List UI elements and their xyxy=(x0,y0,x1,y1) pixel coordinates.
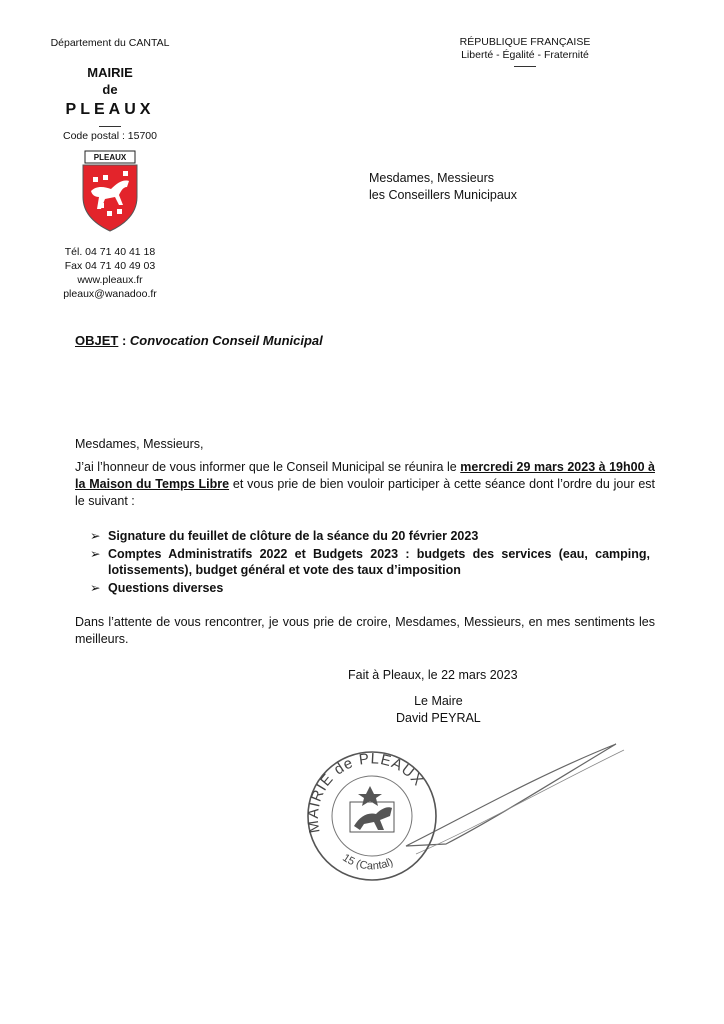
email-address: pleaux@wanadoo.fr xyxy=(63,288,157,300)
crest-banner: PLEAUX xyxy=(93,153,127,162)
place-date: Fait à Pleaux, le 22 mars 2023 xyxy=(348,668,518,682)
arrow-bullet-icon: ➢ xyxy=(90,529,101,543)
stamp-emblem-icon xyxy=(350,786,394,832)
agenda-item xyxy=(90,546,650,578)
republic-label: RÉPUBLIQUE FRANÇAISE xyxy=(459,36,591,48)
stamp-bottom-text: 15 (Cantal) xyxy=(340,851,395,873)
agenda-item xyxy=(90,528,650,544)
mairie-label: MAIRIE xyxy=(87,65,133,80)
crest-icon xyxy=(79,149,141,233)
subject-label: OBJET xyxy=(75,333,119,348)
stamp-text: MAIRIE de PLEAUX xyxy=(304,750,427,835)
arrow-bullet-icon: ➢ xyxy=(90,547,101,561)
municipal-header xyxy=(30,36,190,301)
recipient-block xyxy=(369,170,517,204)
de-label: de xyxy=(102,82,118,97)
arrow-bullet-icon: ➢ xyxy=(90,581,101,595)
signature-stroke xyxy=(406,744,616,846)
divider xyxy=(99,126,121,127)
fax-number: Fax 04 71 40 49 03 xyxy=(64,260,156,272)
contact-block xyxy=(30,245,190,301)
department-label: Département du CANTAL xyxy=(50,37,170,49)
agenda-item-text: Questions diverses xyxy=(108,581,224,595)
svg-text:15 (Cantal) xyxy=(340,852,395,873)
signer-name: David PEYRAL xyxy=(396,711,481,725)
meeting-date-location: mercredi 29 mars 2023 à 19h00 à la Maison du Temps Libre xyxy=(75,460,655,491)
agenda-item xyxy=(90,580,650,596)
agenda-list xyxy=(90,528,650,598)
official-stamp xyxy=(296,736,636,901)
postal-code: Code postal : 15700 xyxy=(63,130,157,142)
agenda-item-text: Signature du feuillet de clôture de la séance du 20 février 2023 xyxy=(108,529,479,543)
republic-header xyxy=(440,36,610,67)
republic-motto: Liberté - Égalité - Fraternité xyxy=(461,49,589,61)
phone-number: Tél. 04 71 40 41 18 xyxy=(64,246,156,258)
signature-block xyxy=(396,693,481,727)
intro-paragraph xyxy=(75,459,655,510)
subject-separator: : xyxy=(118,333,130,348)
intro-text: J’ai l’honneur de vous informer que le Conseil Municipal se réunira le xyxy=(75,460,461,474)
website: www.pleaux.fr xyxy=(77,274,143,286)
agenda-item-text: Comptes Administratifs 2022 et Budgets 2023 : budgets des services (eau, camping, lotissements), budget général et vote des taux d’imposition xyxy=(108,547,650,577)
salutation: Mesdames, Messieurs, xyxy=(75,437,204,451)
town-name: PLEAUX xyxy=(65,101,155,118)
divider xyxy=(514,66,536,67)
signer-title: Le Maire xyxy=(414,694,463,708)
intro-text-end: et vous prie de bien vouloir participer à cette séance dont l’ordre du jour est le suivant : xyxy=(75,477,655,508)
closing-paragraph: Dans l’attente de vous rencontrer, je vous prie de croire, Mesdames, Messieurs, en mes sentiments les meilleurs. xyxy=(75,615,655,646)
subject-value: Convocation Conseil Municipal xyxy=(129,333,323,348)
subject-line xyxy=(75,333,323,348)
recipient-line-1: Mesdames, Messieurs xyxy=(369,171,495,185)
recipient-line-2: les Conseillers Municipaux xyxy=(369,188,517,202)
